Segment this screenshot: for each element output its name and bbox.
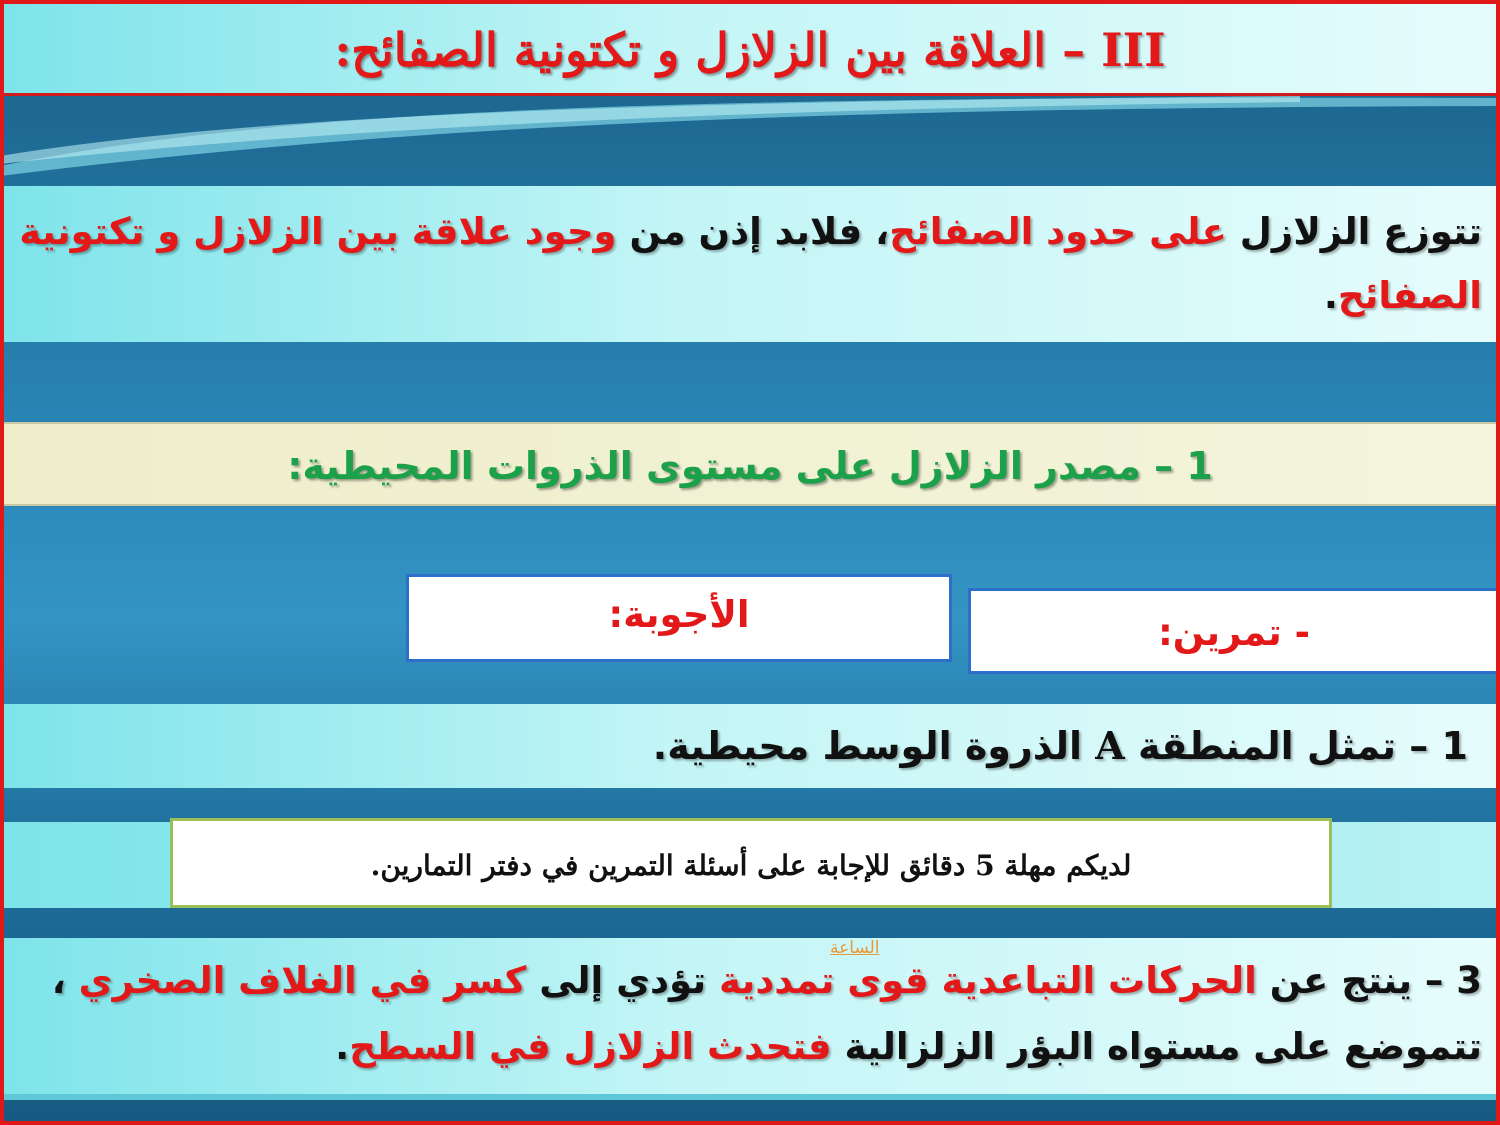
page-title: III – العلاقة بين الزلازل و تكتونية الصفائح: <box>334 23 1166 77</box>
decorative-swoosh <box>0 96 1500 186</box>
answer-3-text-5: كسر في الغلاف الصخري <box>78 959 527 1002</box>
answer-1-text-2: الذروة الوسط محيطية. <box>652 724 1083 768</box>
exercise-label-box <box>968 588 1500 674</box>
intro-text-4: وجود علاقة <box>411 210 617 253</box>
timer-box <box>170 818 1332 908</box>
exercise-label: - تمرين: <box>1158 611 1310 654</box>
bottom-divider <box>4 1094 1496 1100</box>
answer-3 <box>4 938 1496 1094</box>
answer-3-text-4: تؤدي إلى <box>539 959 707 1002</box>
intro-text-1: تتوزع الزلازل <box>1239 210 1482 253</box>
intro-text-6: . <box>1323 274 1338 317</box>
title-band <box>4 4 1496 96</box>
section-subtitle: 1 – مصدر الزلازل على مستوى الذروات المحيطية: <box>287 444 1213 488</box>
subtitle-band <box>4 422 1496 506</box>
answer-3-text-7: فتحدث الزلازل في السطح <box>349 1025 832 1068</box>
answer-3-text-3: قوى تمددية <box>718 959 929 1002</box>
answers-label-box <box>406 574 952 662</box>
answers-label: الأجوبة: <box>608 593 750 636</box>
intro-paragraph <box>4 186 1496 342</box>
answer-3-text-1: 3 – ينتج عن <box>1269 959 1482 1002</box>
answer-3-text-8: . <box>335 1025 350 1068</box>
timer-text: لديكم مهلة 5 دقائق للإجابة على أسئلة التمرين في دفتر التمارين. <box>370 849 1132 882</box>
handwritten-note: الساعة <box>830 938 880 958</box>
intro-text-3: ، فلابد إذن من <box>629 210 890 253</box>
answer-1 <box>4 704 1496 788</box>
answer-3-text-6: ، تتموضع على مستواه البؤر الزلزالية <box>51 959 1482 1068</box>
answer-1-text-1: 1 – تمثل المنطقة <box>1137 724 1468 768</box>
answer-3-text-2: الحركات التباعدية <box>941 959 1257 1002</box>
zone-letter: A <box>1095 723 1125 768</box>
intro-text-5: بين الزلازل و تكتونية الصفائح <box>19 210 1482 317</box>
intro-text-2: على حدود الصفائح <box>889 210 1227 253</box>
